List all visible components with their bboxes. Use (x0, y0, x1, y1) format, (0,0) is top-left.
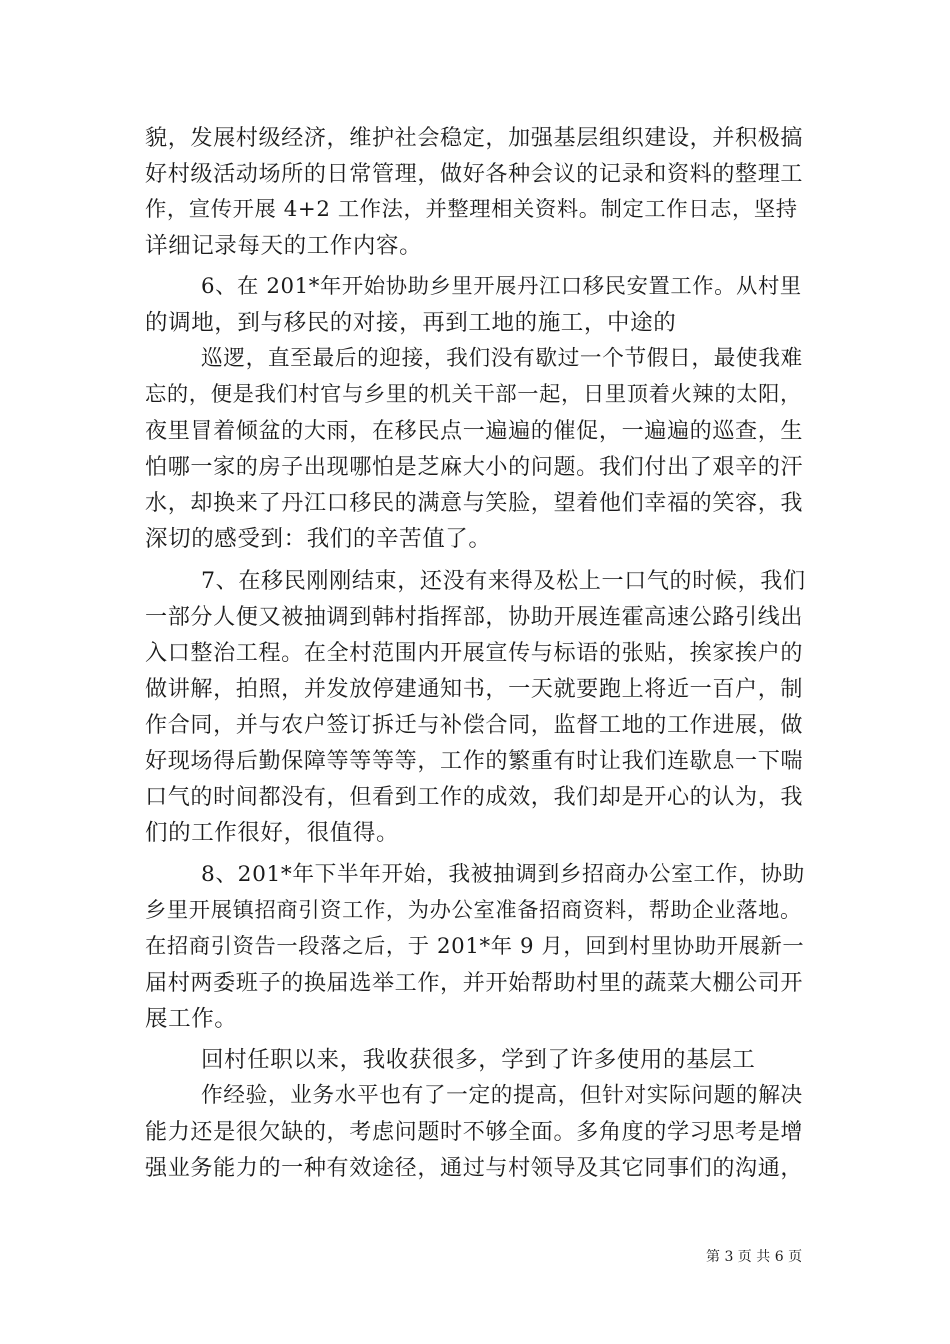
text-line: 水，却换来了丹江口移民的满意与笑脸，望着他们幸福的笑容，我 (145, 490, 804, 516)
text-line: 怕哪一家的房子出现哪怕是芝麻大小的问题。我们付出了艰辛的汗 (145, 454, 804, 480)
text-line: 口气的时间都没有，但看到工作的成效，我们却是开心的认为，我 (145, 784, 804, 810)
text-line: 强业务能力的一种有效途径，通过与村领导及其它同事们的沟通， (145, 1155, 804, 1181)
text-line: 在招商引资告一段落之后，于 201*年 9 月，回到村里协助开展新一 (145, 934, 805, 959)
text-line: 作经验，业务水平也有了一定的提高，但针对实际问题的解决 (201, 1083, 803, 1108)
text-line: 作，宣传开展 4+2 工作法，并整理相关资料。制定工作日志，坚持 (145, 197, 798, 222)
text-line: 一部分人便又被抽调到韩村指挥部，协助开展连霍高速公路引线出 (145, 604, 804, 630)
text-line: 貌，发展村级经济，维护社会稳定，加强基层组织建设，并积极搞 (145, 125, 804, 151)
text-line: 的调地，到与移民的对接，再到工地的施工，中途的 (145, 310, 677, 336)
text-line: 好村级活动场所的日常管理，做好各种会议的记录和资料的整理工 (145, 161, 804, 187)
text-line: 忘的，便是我们村官与乡里的机关干部一起，日里顶着火辣的太阳， (145, 382, 802, 407)
text-line: 深切的感受到：我们的辛苦值了。 (145, 526, 492, 552)
text-line: 巡逻，直至最后的迎接，我们没有歇过一个节假日，最使我难 (201, 346, 803, 371)
text-line: 们的工作很好，很值得。 (145, 820, 400, 846)
text-line: 夜里冒着倾盆的大雨，在移民点一遍遍的催促，一遍遍的巡查，生 (145, 418, 804, 444)
text-line: 6、在 201*年开始协助乡里开展丹江口移民安置工作。从村里 (201, 274, 802, 299)
text-line: 做讲解，拍照，并发放停建通知书，一天就要跑上将近一百户，制 (145, 676, 804, 702)
text-line: 7、在移民刚刚结束，还没有来得及松上一口气的时候，我们 (201, 568, 806, 594)
text-line: 届村两委班子的换届选举工作，并开始帮助村里的蔬菜大棚公司开 (145, 970, 804, 996)
page-number: 第 3 页 共 6 页 (706, 1249, 803, 1265)
text-line: 展工作。 (145, 1006, 238, 1032)
text-line: 8、201*年下半年开始，我被抽调到乡招商办公室工作，协助 (201, 862, 805, 887)
text-line: 好现场得后勤保障等等等等，工作的繁重有时让我们连歇息一下喘 (145, 748, 804, 774)
text-line: 能力还是很欠缺的，考虑问题时不够全面。多角度的学习思考是增 (145, 1119, 804, 1145)
text-line: 回村任职以来，我收获很多，学到了许多使用的基层工 (201, 1047, 756, 1073)
text-line: 入口整治工程。在全村范围内开展宣传与标语的张贴，挨家挨户的 (145, 640, 804, 666)
text-line: 详细记录每天的工作内容。 (145, 233, 423, 259)
text-line: 作合同，并与农户签订拆迁与补偿合同，监督工地的工作进展，做 (145, 712, 804, 738)
text-line: 乡里开展镇招商引资工作，为办公室准备招商资料，帮助企业落地。 (145, 898, 802, 923)
